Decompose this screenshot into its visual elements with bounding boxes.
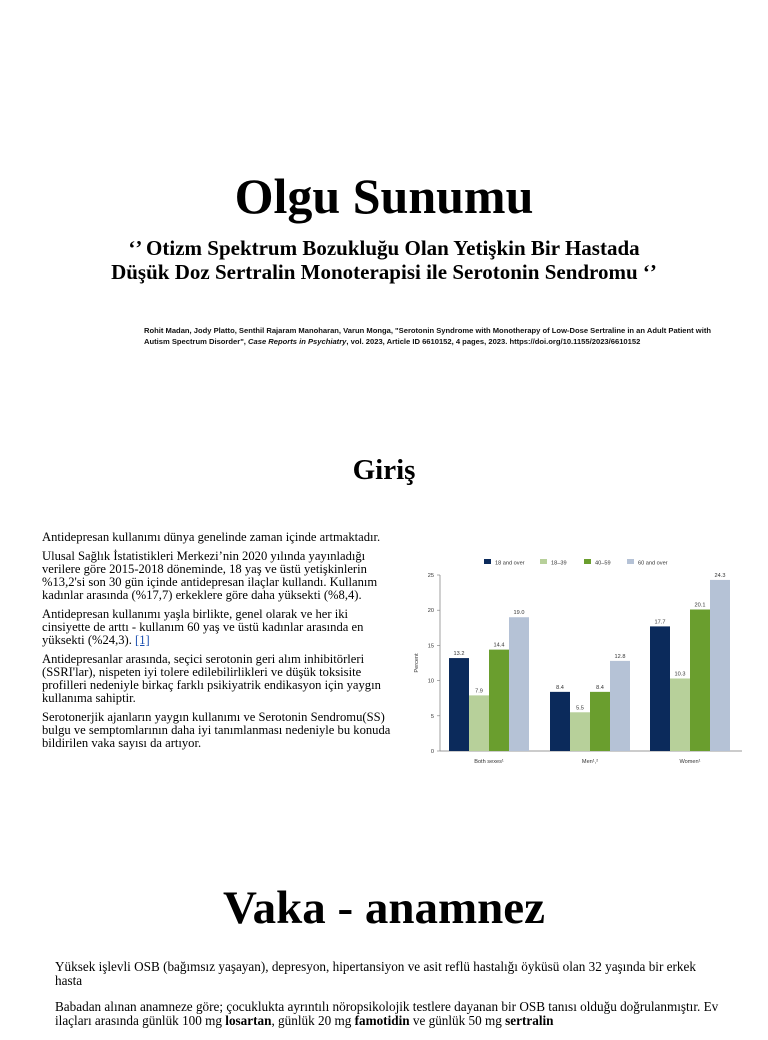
bar-value-label: 19.0 [513,610,525,617]
legend-label: 40–59 [595,560,611,567]
citation [144,325,724,347]
bar-value-label: 13.2 [453,651,465,658]
bar [550,692,570,751]
bar-value-label: 24.3 [714,572,726,579]
subtitle-line-2: Düşük Doz Sertralin Monoterapisi ile Serotonin Sendromu ‘’ [111,260,657,284]
bar-value-label: 10.3 [674,671,686,678]
bar-value-label: 12.8 [614,653,626,660]
case-paragraph-1: Yüksek işlevli OSB (bağımsız yaşayan), depresyon, hipertansiyon ve asit reflü hastalığı öyküsü olan 32 yaşında bir erkek hasta [55,959,696,988]
y-tick-label: 15 [427,643,434,650]
reference-link[interactable]: [1] [135,633,150,647]
bar [710,580,730,751]
subtitle-line-1: ‘’ Otizm Spektrum Bozukluğu Olan Yetişkin Bir Hastada [128,236,640,260]
legend-swatch [540,559,547,564]
intro-paragraph-4: Antidepresanlar arasında, seçici serotonin geri alım inhibitörleri (SSRI'lar), nispeten iyi tolere edilebilirlikleri ve düşük toksisite profilleri nedeniyle birkaç farklı psikiyatrik endikasyon için yaygın kullanıma sahiptir. [42,652,381,705]
bar [670,678,690,751]
y-tick-label: 0 [430,749,434,755]
bar-value-label: 17.7 [654,619,666,626]
bar-value-label: 7.9 [475,688,483,695]
intro-text [42,531,394,756]
chart-svg [404,554,750,770]
case-text [55,960,725,1040]
subtitle [10,236,758,284]
legend-label: 18 and over [495,560,525,567]
bar-value-label: 8.4 [596,684,604,691]
y-tick-label: 25 [427,573,434,579]
bar-value-label: 20.1 [694,602,706,609]
x-tick-label: Men¹,² [581,759,599,765]
bar-value-label: 8.4 [556,684,564,691]
legend-swatch [584,559,591,564]
bar [690,609,710,751]
bar [509,617,529,751]
legend-swatch [627,559,634,564]
bar [650,626,670,751]
y-tick-label: 20 [427,608,434,615]
page-title: Olgu Sunumu [234,168,534,224]
legend-label: 18–39 [551,560,567,567]
bar [610,661,630,751]
y-tick-label: 10 [427,678,434,685]
section-heading-vaka: Vaka - anamnez [222,882,546,934]
case-text-2: , günlük 20 mg [271,1013,355,1028]
antidepressant-usage-chart [404,554,750,770]
bar [590,692,610,751]
intro-paragraph-1: Antidepresan kullanımı dünya genelinde zaman içinde artmaktadır. [42,530,381,544]
citation-details: , vol. 2023, Article ID 6610152, 4 pages, 2023. https://doi.org/10.1155/2023/6610152 [346,337,641,346]
intro-paragraph-3 [42,608,394,647]
legend-swatch [484,559,491,564]
case-text-1: Babadan alınan anamneze göre; çocuklukta ayrıntılı nöropsikolojik testlere dayanan bir OSB tanısı olduğu doğrulanmıştır. Ev ilaçları arasında günlük 100 mg [55,999,719,1028]
bar-value-label: 5.5 [576,705,584,712]
y-tick-label: 5 [430,713,434,720]
legend-label: 60 and over [638,560,668,567]
section-heading-giris: Giriş [352,454,416,486]
x-tick-label: Both sexes¹ [474,759,504,765]
bar-value-label: 14.4 [493,642,505,649]
citation-authors-title: Rohit Madan, Jody Platto, Senthil Rajaram Manoharan, Varun Monga, "Serotonin Syndrome with Monotherapy of Low-Dose Sertraline in an Adult Patient with Autism Spectrum Disorder", [144,326,711,346]
y-axis-label: Percent [414,653,420,673]
bar [449,658,469,751]
case-text-3: ve günlük 50 mg [409,1013,506,1028]
intro-paragraph-3-text: Antidepresan kullanımı yaşla birlikte, genel olarak ve her iki cinsiyette de arttı - kullanım 60 yaş ve üstü kadınlar arasında en yüksekti (%24,3). [42,607,364,647]
drug-sertralin: sertralin [505,1013,554,1028]
intro-paragraph-5: Serotonerjik ajanların yaygın kullanımı ve Serotonin Sendromu(SS) bulgu ve semptomlarının daha iyi tanımlanması nedeniyle bu konuda bildirilen vaka sayısı da artıyor. [42,710,391,750]
bar [570,712,590,751]
bar [469,695,489,751]
drug-losartan: losartan [225,1013,272,1028]
intro-paragraph-2: Ulusal Sağlık İstatistikleri Merkezi’nin 2020 yılında yayınladığı verilere göre 2015-2018 döneminde, 18 yaş ve üstü yetişkinlerin %13,2'si son 30 gün içinde antidepresan ilaçlar kullandı. Kullanım kadınlar arasında (%17,7) erkeklere göre daha yüksekti (%8,4). [42,549,378,602]
bar [489,650,509,751]
citation-journal: Case Reports in Psychiatry [248,337,347,346]
drug-famotidin: famotidin [354,1013,410,1028]
x-tick-label: Women¹ [679,759,701,765]
